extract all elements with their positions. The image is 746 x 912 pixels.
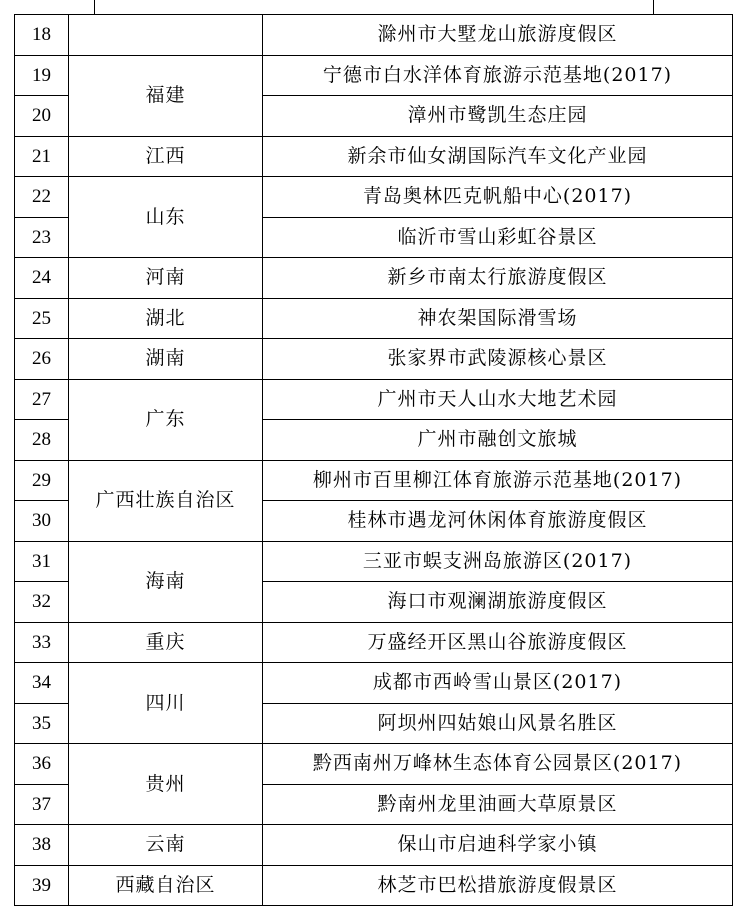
province-cell: 贵州 (69, 744, 263, 825)
province-cell: 重庆 (69, 622, 263, 663)
venue-name-cell: 林芝市巴松措旅游度假景区 (263, 865, 733, 906)
row-number-cell: 27 (15, 379, 69, 420)
province-cell: 河南 (69, 258, 263, 299)
row-number-cell: 25 (15, 298, 69, 339)
province-cell: 广东 (69, 379, 263, 460)
venue-name-cell: 张家界市武陵源核心景区 (263, 339, 733, 380)
row-number-cell: 39 (15, 865, 69, 906)
province-cell: 福建 (69, 55, 263, 136)
table-row (15, 622, 733, 663)
table-row (15, 825, 733, 866)
row-number-cell: 37 (15, 784, 69, 825)
province-cell: 湖北 (69, 298, 263, 339)
table-row (15, 177, 733, 218)
venue-name-cell: 新余市仙女湖国际汽车文化产业园 (263, 136, 733, 177)
venue-name-cell: 滁州市大墅龙山旅游度假区 (263, 15, 733, 56)
venue-name-cell: 万盛经开区黑山谷旅游度假区 (263, 622, 733, 663)
venue-name-cell: 宁德市白水洋体育旅游示范基地(2017) (263, 55, 733, 96)
table-row (15, 460, 733, 501)
province-cell (69, 15, 263, 56)
venue-name-cell: 黔西南州万峰林生态体育公园景区(2017) (263, 744, 733, 785)
province-cell: 广西壮族自治区 (69, 460, 263, 541)
table-row (15, 541, 733, 582)
row-number-cell: 23 (15, 217, 69, 258)
venue-name-cell: 广州市天人山水大地艺术园 (263, 379, 733, 420)
row-number-cell: 26 (15, 339, 69, 380)
row-number-cell: 30 (15, 501, 69, 542)
venue-name-cell: 保山市启迪科学家小镇 (263, 825, 733, 866)
province-cell: 湖南 (69, 339, 263, 380)
row-number-cell: 31 (15, 541, 69, 582)
row-number-cell: 33 (15, 622, 69, 663)
venue-name-cell: 成都市西岭雪山景区(2017) (263, 663, 733, 704)
venue-name-cell: 黔南州龙里油画大草原景区 (263, 784, 733, 825)
venue-name-cell: 三亚市蜈支洲岛旅游区(2017) (263, 541, 733, 582)
venue-name-cell: 临沂市雪山彩虹谷景区 (263, 217, 733, 258)
table-row (15, 865, 733, 906)
venue-name-cell: 阿坝州四姑娘山风景名胜区 (263, 703, 733, 744)
venue-list-table (14, 14, 733, 906)
previous-page-border-right (653, 0, 654, 14)
venue-name-cell: 广州市融创文旅城 (263, 420, 733, 461)
row-number-cell: 35 (15, 703, 69, 744)
table-row (15, 258, 733, 299)
row-number-cell: 29 (15, 460, 69, 501)
province-cell: 海南 (69, 541, 263, 622)
table-row (15, 339, 733, 380)
row-number-cell: 28 (15, 420, 69, 461)
venue-name-cell: 漳州市鹭凯生态庄园 (263, 96, 733, 137)
row-number-cell: 21 (15, 136, 69, 177)
row-number-cell: 20 (15, 96, 69, 137)
table-row (15, 298, 733, 339)
row-number-cell: 32 (15, 582, 69, 623)
province-cell: 云南 (69, 825, 263, 866)
province-cell: 江西 (69, 136, 263, 177)
table-row (15, 663, 733, 704)
row-number-cell: 22 (15, 177, 69, 218)
previous-page-border-left (94, 0, 95, 14)
venue-name-cell: 桂林市遇龙河休闲体育旅游度假区 (263, 501, 733, 542)
venue-name-cell: 新乡市南太行旅游度假区 (263, 258, 733, 299)
province-cell: 四川 (69, 663, 263, 744)
province-cell: 西藏自治区 (69, 865, 263, 906)
venue-name-cell: 神农架国际滑雪场 (263, 298, 733, 339)
table-body (15, 15, 733, 906)
row-number-cell: 38 (15, 825, 69, 866)
table-row (15, 15, 733, 56)
province-cell: 山东 (69, 177, 263, 258)
table-row (15, 744, 733, 785)
venue-name-cell: 青岛奥林匹克帆船中心(2017) (263, 177, 733, 218)
row-number-cell: 19 (15, 55, 69, 96)
row-number-cell: 18 (15, 15, 69, 56)
venue-name-cell: 海口市观澜湖旅游度假区 (263, 582, 733, 623)
table-row (15, 136, 733, 177)
row-number-cell: 34 (15, 663, 69, 704)
table-row (15, 55, 733, 96)
row-number-cell: 24 (15, 258, 69, 299)
table-row (15, 379, 733, 420)
row-number-cell: 36 (15, 744, 69, 785)
venue-name-cell: 柳州市百里柳江体育旅游示范基地(2017) (263, 460, 733, 501)
